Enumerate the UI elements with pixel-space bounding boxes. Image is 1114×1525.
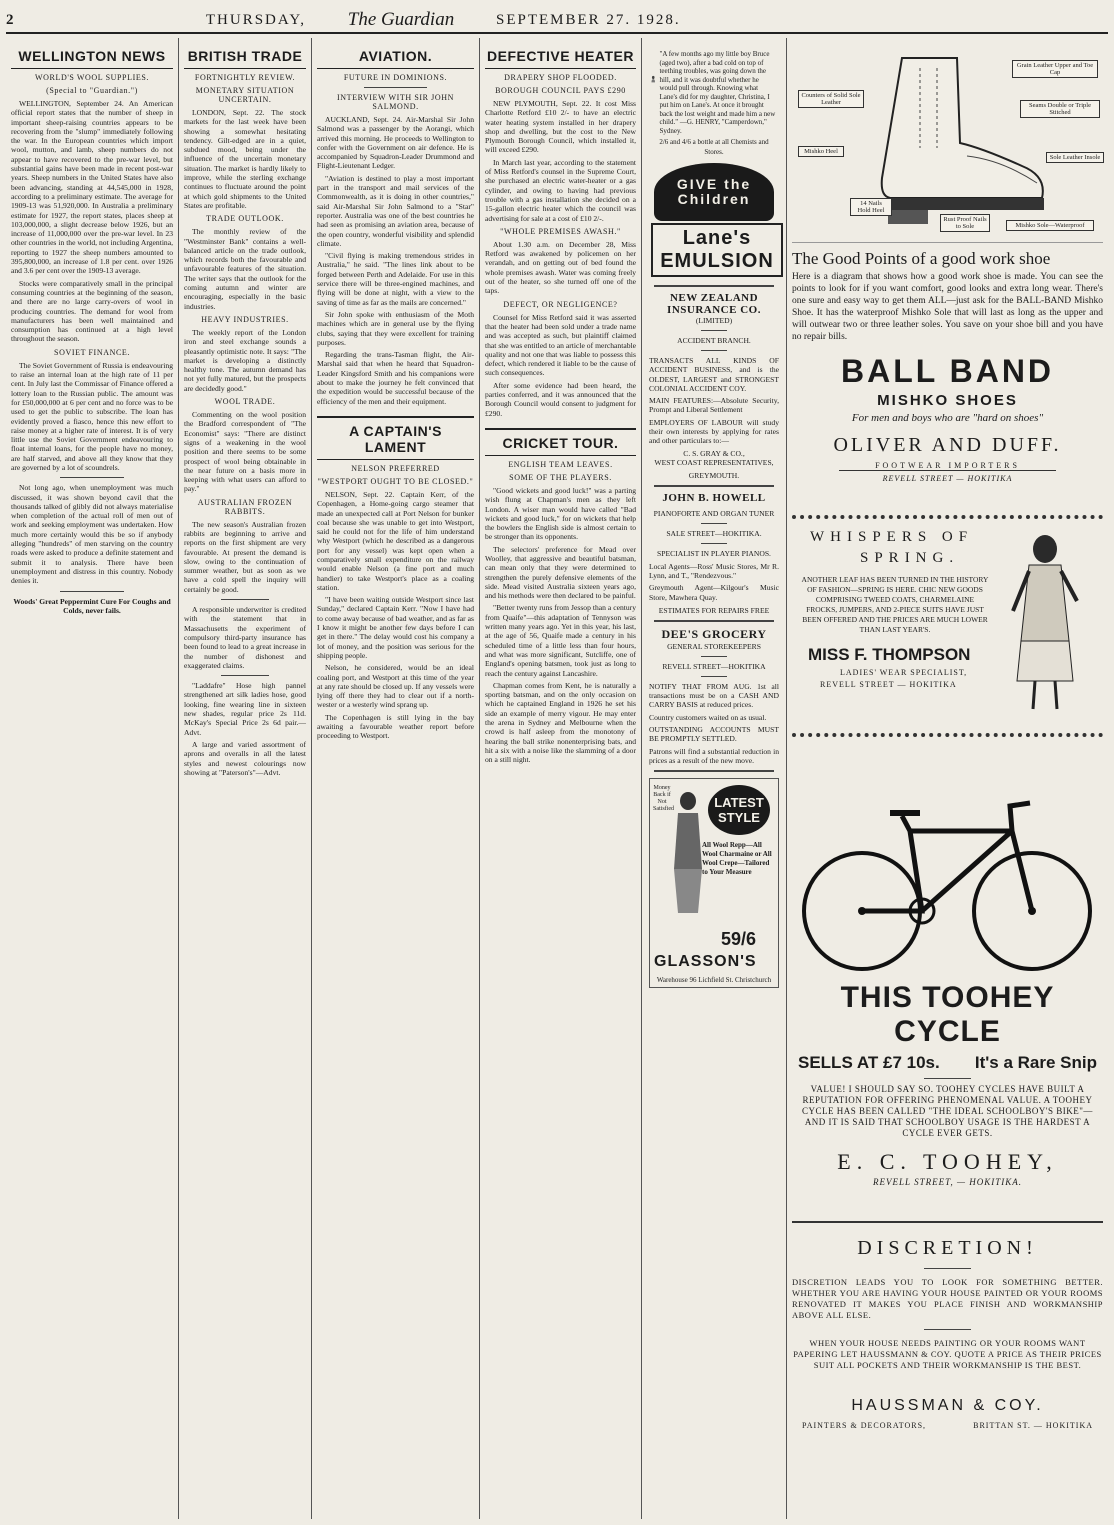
nz-insurance-ad — [647, 292, 781, 480]
subhead: DEFECT, OR NEGLIGENCE? — [503, 299, 618, 309]
howell-ad — [647, 492, 781, 615]
child-portrait-icon — [651, 50, 655, 108]
dee-text: OUTSTANDING ACCOUNTS MUST BE PROMPTLY SETTLED. — [649, 725, 779, 744]
cycle-text: VALUE! I SHOULD SAY SO. TOOHEY CYCLES HAVE BUILT A REPUTATION FOR OFFERING PHENOMENAL VALUE. A TOOHEY CYCLE HAS BEEN CALLED "THE IDEAL SCHOOLBOY'S BIKE"—AND IT IS SAID THAT SCHOOLBOY USAGE IS THE HARDEST A CYCLE EVER GETS. — [802, 1084, 1093, 1138]
glasson-address: Warehouse 96 Lichfield St. Christchurch — [656, 976, 772, 985]
dees-grocery-ad — [647, 627, 781, 765]
shoe-headline: The Good Points of a good work shoe — [792, 249, 1051, 268]
divider — [701, 350, 727, 351]
article-paragraph: "Better twenty runs from Jessop than a century from Quaife"—this adaptation of Tennyson was written many years ago. Yet in this year, his last, at the age of 56, Quaife made a century in his scheduled time of a little less than four hours, and what was more significant, Sutcliffe, one of England's opening batsmen, took just as long to reach the century against Lancashire. — [485, 603, 636, 678]
whispers-text: ANOTHER LEAF HAS BEEN TURNED IN THE HISTORY OF FASHION—SPRING IS HERE. CHIC NEW GOODS COMPRISING TWEED COATS, CHARMELAINE FROCKS, JUMPERS, AND 2-PIECE SUITS HAVE JUST BEEN OFFERED AND THE PRICES ARE MUCH LOWER THAN LAST YEAR'S. — [801, 575, 989, 634]
dee-name: DEE'S GROCERY — [661, 626, 767, 641]
mishko-shoes: MISHKO SHOES — [877, 392, 1018, 409]
divider — [701, 330, 727, 331]
howell-agents: Greymouth Agent—Kilgour's Music Store, Mawhera Quay. — [649, 583, 779, 602]
masthead-day: THURSDAY, — [205, 11, 306, 28]
article-paragraph: Regarding the trans-Tasman flight, the Air-Marshal said that when he heard that Squadron-Leader Kingsford Smith and his companions were about to make the journey he felt convinced that the expedition would be successful because of the efficiency of the men and their equipment. — [317, 350, 474, 406]
divider — [924, 1078, 971, 1079]
dee-address: REVELL STREET—HOKITIKA — [662, 661, 766, 671]
howell-agents: Local Agents—Ross' Music Stores, Mr R. Lynn, and T., "Rendezvous." — [649, 561, 779, 580]
subhead: WORLD'S WOOL SUPPLIES. — [35, 73, 149, 82]
columns — [6, 38, 1108, 1519]
article-paragraph: Not long ago, when unemployment was much discussed, it was shown beyond cavil that the thousands talked of glibly did not always materialise when completion of the actual roll of men out of work and seeking employment was undertaken. How much more certainly would this be so if anybody alleging "hundreds" of men starving on the country roads were asked to produce a definite statement and submit it to analysis. There have been unemployment and distress in this country. Nobody denies it. — [11, 483, 173, 586]
article-paragraph: LONDON, Sept. 22. The stock markets for the last week have been showing a somewhat hesitating tendency. Gilt-edged are in a quiet, subdued mood, being under the influence of the uncertain monetary situation. The market is hardly likely to improve, while the sterling exchange continues to fluctuate around the point at which gold shipments to the United States are profitable. — [184, 108, 306, 210]
advert-paragraph: "Laddafre" Hose high pannel strengthened art silk ladies hose, good looking, fine wearing line in sixteen new shades, regular price 2s 11d. McKay's Special Price 2s 6d pair.—Advt. — [184, 681, 306, 737]
divider — [221, 675, 270, 676]
divider — [654, 485, 775, 487]
headline-wellington-news: WELLINGTON NEWS — [11, 48, 173, 69]
insurance-text: EMPLOYERS OF LABOUR will study their own interests by applying for rates and other particulars to:— — [649, 417, 779, 446]
dee-trade: GENERAL STOREKEEPERS — [667, 641, 761, 651]
divider — [60, 591, 125, 592]
article-paragraph: About 1.30 a.m. on December 28, Miss Retford was awakened by policemen on her verandah, and on getting out of bed found the whole premises awash. Water was coming freely out of the heater, so she turned off one of the taps. — [485, 239, 636, 296]
article-paragraph: The new season's Australian frozen rabbits are beginning to arrive and reports on the first shipment are very favourable. At present the demand is slow, owing to the continuation of summer weather, but as soon as we have a cold spell the inquiry will certainly be good. — [184, 519, 306, 594]
divider — [701, 656, 727, 657]
subhead: BOROUGH COUNCIL PAYS £290 — [495, 86, 626, 95]
subhead: HEAVY INDUSTRIES. — [201, 314, 289, 324]
glasson-price: 59/6 — [720, 929, 756, 950]
shoe-label: Sole Leather Insole — [1046, 152, 1104, 163]
shoe-label: 14 Nails Hold Heel — [850, 198, 892, 216]
glasson-name: GLASSON'S — [654, 953, 757, 971]
masthead — [6, 8, 1108, 34]
dee-text: NOTIFY THAT FROM AUG. 1st all transactions must be on a CASH AND CARRY BASIS at reduced prices. — [649, 681, 779, 710]
lanes-price: 2/6 and 4/6 a bottle at all Chemists and Stores. — [659, 138, 769, 156]
page-number: 2 — [6, 11, 16, 28]
article-paragraph: Sir John spoke with enthusiasm of the Moth machines which are in general use by the flying clubs, saying that they were excellent for training purposes. — [317, 309, 474, 347]
article-paragraph: A responsible underwriter is credited with the statement that in Massachusetts the experiment of compulsory third-party insurance has been found to lead to a great increase in the number of dishonest and exaggerated claims. — [184, 605, 306, 670]
subhead: (Special to "Guardian.") — [46, 86, 138, 95]
insurance-agent: WEST COAST REPRESENTATIVES, — [654, 457, 774, 467]
column-british-trade — [178, 38, 311, 1519]
article-paragraph: After some evidence had been heard, the parties conferred, and it was announced that the Borough Council would consent to judgment for £290. — [485, 380, 636, 418]
cycle-snip: It's a Rare Snip — [974, 1053, 1097, 1072]
haussman-trade: PAINTERS & DECORATORS, — [802, 1421, 927, 1430]
shoe-body-text: Here is a diagram that shows how a good work shoe is made. You can see the points to look for if you want comfort, good looks and extra long wear. There's one sure and easy way to get them ALL—just ask for the BALL-BAND Mishko Shoe. It has the waterproof Mishko Sole that will last as long as the upper and will outwear two or three leather soles. You save on your shoe bill and you have no repair bills. — [792, 272, 1103, 342]
shoe-label: Seams Double or Triple Stitched — [1020, 100, 1100, 118]
headline-aviation: AVIATION. — [317, 48, 474, 69]
subhead: SOME OF THE PLAYERS. — [509, 472, 612, 482]
thompson-trade: LADIES' WEAR SPECIALIST, — [840, 668, 968, 677]
column-display-ads — [786, 38, 1108, 1519]
divider — [221, 599, 270, 600]
discretion-ad — [792, 1221, 1103, 1430]
divider — [654, 770, 775, 772]
howell-estimates: ESTIMATES FOR REPAIRS FREE — [658, 605, 770, 615]
whispers-title: WHISPERS OF — [810, 529, 974, 545]
article-paragraph: The weekly report of the London iron and steel exchange sounds a pleasantly optimistic note. It says: "The market is developing a distinctly healthy tone. The autumn demand has not yet fully matured, but the prospects are decidedly good." — [184, 327, 306, 393]
article-paragraph: Counsel for Miss Retford said it was asserted that the heater had been sold under a trade name and was accepted as such, but plaintiff claimed that she was entitled to an article of merchantable quality and not one that was liable to possess this defect, which rendered it liable to be the cause of such consequences. — [485, 312, 636, 378]
headline-defective-heater: DEFECTIVE HEATER — [485, 48, 636, 69]
toohey-cycle-ad — [792, 981, 1103, 1187]
ball-band-ad — [792, 42, 1103, 483]
insurance-limited: (LIMITED) — [695, 316, 733, 325]
divider — [60, 477, 125, 478]
article-paragraph: "Aviation is destined to play a most important part in the transport and mail services of the Commonwealth, as it is doing in other countries," said Air-Marshal Sir John Salmond to a "Star" reporter. Australia was one of the best countries he had seen as promising an aviation area, because of the open country, wonderful visibility and splendid climate. — [317, 173, 474, 248]
lanes-logo: Lane's EMULSION — [651, 223, 783, 277]
shoe-label: Counters of Solid Sole Leather — [798, 90, 864, 108]
column-wellington-news — [6, 38, 178, 1519]
subhead: SOVIET FINANCE. — [54, 347, 130, 357]
shoe-tagline: For men and boys who are "hard on shoes" — [851, 412, 1044, 424]
insurance-text: TRANSACTS ALL KINDS OF ACCIDENT BUSINESS, and is the OLDEST, LARGEST and STRONGEST COLONIAL ACCIDENT COY. — [649, 356, 779, 393]
column-aviation — [311, 38, 479, 1519]
oliver-duff-address: REVELL STREET — HOKITIKA — [882, 474, 1013, 483]
divider — [654, 285, 775, 287]
peppermint-cure-ad: Woods' Great Peppermint Cure For Coughs and Colds, never fails. — [13, 596, 171, 615]
subhead: ENGLISH TEAM LEAVES. — [508, 459, 613, 469]
latest-style-badge: LATEST STYLE — [708, 785, 770, 835]
howell-address: SALE STREET—HOKITIKA. — [666, 528, 762, 538]
article-paragraph: The Soviet Government of Russia is endeavouring to raise an internal loan at the high rate of 11 per cent. In July last the Commissar of Finance offered a lottery loan to the Russian public. The amount was for £50,000,000 at 6 per cent and no force was to be used to get the public to subscribe. The loan has evidently proved a fiasco, hence this new effort to raise money at a higher rate of interest. It is of very little use the Soviet Government endeavouring to float internal loans, for the people have no money, are half starved, and above all they know that they are governed by a lot of scoundrels. — [11, 360, 173, 472]
paper-title: The Guardian — [347, 9, 455, 30]
cycle-price: SELLS AT £7 10s. — [798, 1053, 940, 1072]
shoe-label: Grain Leather Upper and Toe Cap — [1012, 60, 1098, 78]
subhead: INTERVIEW WITH SIR JOHN SALMOND. — [336, 93, 455, 111]
haussman-footer — [802, 1421, 1093, 1430]
column-defective-heater — [479, 38, 641, 1519]
article-paragraph: AUCKLAND, Sept. 24. Air-Marshal Sir John Salmond was a passenger by the Aorangi, which arrived this morning. He proceeds to Wellington to confer with the Government on air defence. He is accompanied by Squadron-Leader Drummond and Flight-Lieutenant Ledger. — [317, 115, 474, 171]
divider — [701, 523, 727, 524]
glassons-ad — [649, 778, 779, 988]
divider — [924, 1268, 971, 1269]
headline-captains-lament: A CAPTAIN'S LAMENT — [317, 416, 474, 460]
bicycle-icon — [792, 761, 1104, 981]
lanes-emulsion-ad — [649, 48, 779, 279]
toohey-name: E. C. TOOHEY, — [837, 1149, 1058, 1174]
oliver-duff-trade: FOOTWEAR IMPORTERS — [839, 461, 1057, 471]
shoe-label: Mishko Sole—Waterproof — [1006, 220, 1094, 231]
masthead-date: SEPTEMBER 27. 1928. — [496, 11, 681, 28]
insurance-name: NEW ZEALAND INSURANCE CO. — [667, 292, 761, 316]
subhead: NELSON PREFERRED — [351, 463, 440, 473]
shoe-label: Rust Proof Nails to Sole — [940, 214, 990, 232]
whispers-title: SPRING. — [860, 550, 960, 566]
thompson-address: REVELL STREET — HOKITIKA — [820, 680, 957, 689]
subhead: WOOL TRADE. — [214, 397, 276, 407]
cycle-price-row — [798, 1053, 1097, 1073]
article-paragraph: The selectors' preference for Mead over Woolley, that aggressive and beautiful batsman, can mean only that they were determined to strengthen the purely defensive elements of the side. Mead visited Australia sixteen years ago, and his methods were then declared to be painful. — [485, 544, 636, 601]
subhead: "WHOLE PREMISES AWASH." — [500, 226, 621, 236]
insurance-branch: ACCIDENT BRANCH. — [677, 336, 751, 345]
howell-name: JOHN B. HOWELL — [662, 491, 766, 504]
divider — [654, 620, 775, 622]
toohey-address: REVELL STREET, — HOKITIKA. — [873, 1177, 1022, 1187]
subhead: FORTNIGHTLY REVIEW. — [194, 73, 296, 82]
article-paragraph: The Copenhagen is still lying in the bay awaiting a favourable weather report before proceeding to Westport. — [317, 712, 474, 741]
advert-paragraph: A large and varied assortment of aprons and overalls in all the latest styles and newest colourings now showing at "Paterson's"—Advt. — [184, 739, 306, 777]
divider — [364, 87, 427, 88]
lady-fashion-icon — [999, 531, 1089, 711]
dee-text: Patrons will find a substantial reduction in prices as a result of the new move. — [649, 746, 779, 765]
glasson-description: All Wool Repp—All Wool Charmaine or All Wool Crepe—Tailored to Your Measure — [702, 841, 772, 877]
divider — [701, 543, 727, 544]
insurance-town: GREYMOUTH. — [688, 470, 740, 480]
shoe-label: Mishko Heel — [798, 146, 844, 157]
insurance-text: MAIN FEATURES:—Absolute Security, Prompt and Liberal Settlement — [649, 396, 779, 415]
article-paragraph: "Civil flying is making tremendous strides in Australia," he said. "The lines link about to be forged between Perth and Adelaide. For use in this service there will be three-engined machines, and flying will be done at night, with a view to the saving of time as far as the mails are concerned." — [317, 251, 474, 307]
subhead: AUSTRALIAN FROZEN RABBITS. — [197, 497, 293, 516]
give-children-banner: GIVE the Children — [654, 163, 774, 221]
article-paragraph: WELLINGTON, September 24. An American official report states that the number of sheep in important sheep-raising countries appears to be recovering from the "slump" immediately following the war. In the European countries which import wool, mutton, and lamb, sheep numbers do not appear to have recovered to the pre-war level, but substantial gains have been made in recent post-war years. Sheep numbers in the United States have also been advancing, standing at 44,545,000 in 1928, according to a preliminary estimate. The average for 1909-13 was 51,920,000. In Australia a preliminary estimate for 1927, the report states, places sheep at 103,000,000, a slight decrease below 1926, but an increase of 11,000,000 over the pre-war level. In 23 other countries in the world, not including Argentina, reporting to 1927 the sheep numbers amounted to 395,800,000, an increase of 1.8 per cent. over 1926 and 3.6 per cent over the 1909-13 average. — [11, 99, 173, 276]
oliver-duff-name: OLIVER AND DUFF. — [833, 434, 1062, 456]
discretion-title: DISCRETION! — [857, 1237, 1038, 1259]
article-paragraph: Chapman comes from Kent, he is naturally a sporting batsman, and on the only occasion on which he captained England in 1926 he set his side an example of merry vigour. He may enter the arena in Sydney and Melbourne when the crowd is half asleep from the monotony of hearing the ball strike nonenterprising bats, and hit a six with a noise like the slamming of a door on a still night. — [485, 680, 636, 765]
subhead: FUTURE IN DOMINIONS. — [343, 73, 448, 82]
haussman-name: HAUSSMAN & COY. — [851, 1397, 1044, 1414]
column-advertisements — [641, 38, 786, 1519]
article-paragraph: Nelson, he considered, would be an ideal coaling port, and Westport at this time of the year at any rate should be closed up. If any vessels were lying off there they had to clear out if a north-wester or a westerly wind sprang up. — [317, 663, 474, 710]
article-paragraph: Stocks were comparatively small in the principal consuming countries at the beginning of the season, and there are no large carry-overs of wool in producing countries. The demand for wool from manufacturers has been well maintained and consumption has continued at a high level throughout the season. — [11, 278, 173, 344]
whispers-of-spring-ad — [792, 515, 1103, 737]
insurance-agent: C. S. GRAY & CO., — [683, 448, 745, 458]
lanes-testimonial: "A few months ago my little boy Bruce (aged two), after a bad cold on top of teething troubles, was going down the hill, and it was doubtful whether he would pull through. Knowing what Lane's did for my daughter, Christina, I put him on Lane's. At once it brought back the lost weight and made him a new child." —G. HENRY, "Camperdown," Sydney. — [659, 50, 776, 135]
article-paragraph: NELSON, Sept. 22. Captain Kerr, of the Copenhagen, a Home-going cargo steamer that made an unexpected call at Port Nelson for bunker coal because she was unable to get into Westport, said he could not for the life of him understand why Westport (which he described as a dangerous port for any vessel) was kept open when a comparatively small expenditure on the railway would enable Nelson (a fine port and much handier) to take Westport's place as a coaling station. — [317, 489, 474, 592]
subhead: MONETARY SITUATION UNCERTAIN. — [195, 86, 295, 104]
article-paragraph: "I have been waiting outside Westport since last Sunday," declared Captain Kerr. "Now I have had to come away because of bad weather, and as far as I know it might be another few days before I can get in there." The delay would cost his company a lot of money, and the position was serious for the shipping people. — [317, 595, 474, 660]
cycle-headline: THIS TOOHEY CYCLE — [840, 981, 1055, 1048]
subhead: TRADE OUTLOOK. — [206, 214, 284, 224]
divider — [701, 676, 727, 677]
subhead: DRAPERY SHOP FLOODED. — [504, 73, 617, 82]
headline-cricket-tour: CRICKET TOUR. — [485, 428, 636, 456]
article-paragraph: Commenting on the wool position the Bradford correspondent of "The Economist" says: "There are distinct signs of a weakening in the wool position and there seems to be some prospect of wool being obtainable in the near future on a basis more in keeping with what users can afford to pay." — [184, 410, 306, 494]
discretion-text: WHEN YOUR HOUSE NEEDS PAINTING OR YOUR ROOMS WANT PAPERING LET HAUSSMANN & COY. QUOTE A PRICE AS THEIR PRICES SUIT ALL POCKETS AND THEIR WORKMANSHIP IS THE BEST. — [793, 1338, 1102, 1370]
subhead: "WESTPORT OUGHT TO BE CLOSED." — [317, 476, 474, 486]
discretion-text: DISCRETION LEADS YOU TO LOOK FOR SOMETHING BETTER. WHETHER YOU ARE HAVING YOUR HOUSE PAINTED OR YOUR ROOMS RENOVATED IT MAKES YOU PLACE FINISH AND WORKMANSHIP ABOVE ALL ELSE. — [792, 1277, 1103, 1320]
shoe-diagram — [792, 42, 1103, 243]
article-paragraph: NEW PLYMOUTH, Sept. 22. It cost Miss Charlotte Retford £10 2/- to have an electric water heating system installed in her drapery shop and dwelling, but the cost to the New Plymouth Borough Council, which installed it, will exceed £290. — [485, 99, 636, 155]
ball-band-logo: BALL BAND — [840, 353, 1055, 389]
article-paragraph: "Good wickets and good luck!" was a parting wish flung at Chapman's men as they left London. A wiser man would have called "Bad wickets and good luck," for on wickets that help the bowlers the English side is almost certain to be stronger than its opponents. — [485, 485, 636, 542]
glasson-guarantee: Money Back if Not Satisfied — [653, 785, 674, 813]
article-paragraph: In March last year, according to the statement of Miss Retford's counsel in the Supreme Court, she purchased an electric water-heater or a gas cylinder, and owing to having had previous trouble with a gas installation she decided on a 15-gallon electric heater which the council was advertising for sale at a cost of £10 2/-. — [485, 157, 636, 223]
howell-trade: PIANOFORTE AND ORGAN TUNER — [653, 508, 775, 518]
dee-text: Country customers waited on as usual. — [649, 712, 767, 722]
thompson-name: MISS F. THOMPSON — [808, 645, 971, 664]
headline-british-trade: BRITISH TRADE — [184, 48, 306, 69]
divider — [924, 1329, 971, 1330]
haussman-address: BRITTAN ST. — HOKITIKA — [973, 1421, 1093, 1430]
bicycle-illustration — [792, 761, 1103, 981]
howell-specialty: SPECIALIST IN PLAYER PIANOS. — [657, 548, 771, 558]
article-paragraph: The monthly review of the "Westminster Bank" contains a well-balanced article on the trade outlook, which records both the favourable and unfavourable features of the situation. The writer says that the outlook for the coming autumn and winter are encouraging, especially in the basic industries. — [184, 227, 306, 311]
